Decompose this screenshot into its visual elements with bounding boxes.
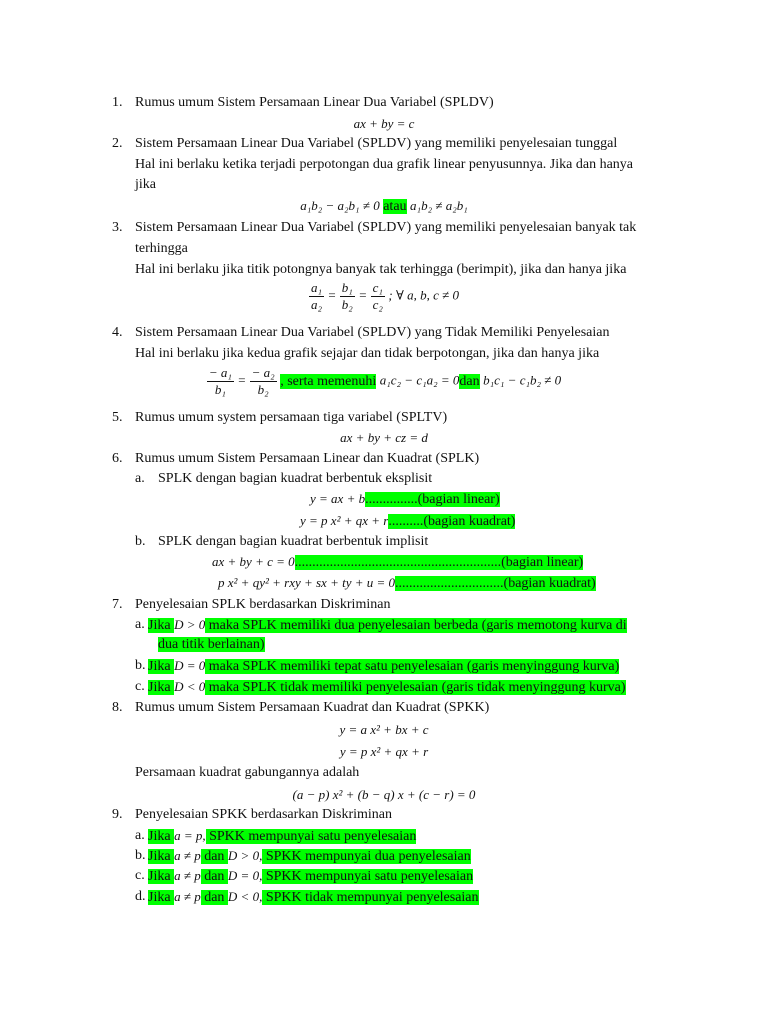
item-9-number: 9. — [112, 807, 123, 822]
fraction-neg-a2: $\frac{\text{− a₂}}{\text{b₂}}$ — [251, 365, 275, 397]
item-6b-formula-1: ax + by + c = 0...........................................................(bagian linear) — [212, 554, 584, 570]
highlight-bagian-linear-2: ...........................................................(bagian linear) — [294, 555, 584, 570]
item-6b-formula-2: p x² + qy² + rxy + sx + ty + u = 0...............................(bagian kuadrat) — [218, 575, 596, 591]
item-9a-text: Jika a = p, SPKK mempunyai satu penyelesaian — [148, 828, 417, 844]
item-5-title: Rumus umum system persamaan tiga variabel (SPLTV) — [135, 410, 448, 425]
formula-tail: ; ∀ a, b, c ≠ 0 — [388, 287, 459, 303]
item-4-line2: Hal ini berlaku jika kedua grafik sejajar dan tidak berpotongan, jika dan hanya jika — [135, 346, 600, 361]
highlight-bagian-kuadrat: ..........(bagian kuadrat) — [388, 514, 516, 529]
fraction-neg-a1: $\frac{\text{− a₁}}{\text{b₁}}$ — [208, 365, 232, 397]
item-9d-text: Jika a ≠ p dan D < 0, SPKK tidak mempunyai penyelesaian — [148, 889, 479, 905]
item-4-formula: $\frac{\text{− a₁}}{\text{b₁}}$ = $\frac{\text{− a₂}}{\text{b₂}}$ , serta memenuhi a₁c₂ − c₁a₂ = 0dan b₁c₁ − c₁b₂ ≠ 0 — [208, 365, 562, 397]
item-6a-formula-1: y = ax + b...............(bagian linear) — [310, 491, 500, 507]
item-7b-label: b. — [135, 658, 146, 673]
item-7a-label: a. — [135, 617, 145, 632]
item-2-formula — [0, 197, 768, 216]
item-8-formula-1: y = a x² + bx + c — [339, 722, 429, 737]
item-7b-text: Jika D = 0 maka SPLK memiliki tepat satu penyelesaian (garis menyinggung kurva) — [148, 658, 620, 674]
highlight-dan: dan — [459, 373, 480, 389]
highlight-bagian-linear: ...............(bagian linear) — [365, 492, 500, 507]
fraction-a: $\frac{\text{a₁}}{\text{a₂}}$ — [310, 280, 323, 312]
item-6b-text: SPLK dengan bagian kuadrat berbentuk implisit — [158, 534, 429, 549]
item-2-line3: jika — [135, 177, 156, 192]
item-1-formula: ax + by = c — [353, 116, 415, 131]
item-2-title: Sistem Persamaan Linear Dua Variabel (SPLDV) yang memiliki penyelesaian tunggal — [135, 136, 618, 151]
fraction-c: $\frac{\text{c₁}}{\text{c₂}}$ — [372, 280, 383, 312]
item-9c-text: Jika a ≠ p dan D = 0, SPKK mempunyai satu penyelesaian — [148, 868, 474, 884]
item-3-title: Sistem Persamaan Linear Dua Variabel (SPLDV) yang memiliki penyelesaian banyak tak — [135, 220, 637, 235]
item-2-number: 2. — [112, 136, 123, 151]
item-2-line2: Hal ini berlaku ketika terjadi perpotongan dua grafik linear penyusunnya. Jika dan hanya — [135, 157, 633, 172]
item-3-formula: $\frac{\text{a₁}}{\text{a₂}}$ = $\frac{\text{b₁}}{\text{b₂}}$ = $\frac{\text{c₁}}{\text{c₂}}$ ; ∀ a, b, c ≠ 0 — [310, 280, 459, 312]
item-8-formula-3: (a − p) x² + (b − q) x + (c − r) = 0 — [292, 787, 476, 802]
highlight-bagian-kuadrat-2: ...............................(bagian kuadrat) — [395, 576, 596, 591]
item-7c-text: Jika D < 0 maka SPLK tidak memiliki penyelesaian (garis tidak menyinggung kurva) — [148, 679, 626, 695]
item-8-number: 8. — [112, 700, 123, 715]
item-1-title: Rumus umum Sistem Persamaan Linear Dua Variabel (SPLDV) — [135, 95, 494, 110]
highlight-atau: atau — [383, 199, 407, 214]
item-9a-label: a. — [135, 828, 145, 843]
item-7c-label: c. — [135, 679, 145, 694]
highlight-serta-memenuhi: , serta memenuhi — [280, 373, 377, 389]
item-4-title: Sistem Persamaan Linear Dua Variabel (SPLDV) yang Tidak Memiliki Penyelesaian — [135, 325, 610, 340]
item-9d-label: d. — [135, 889, 146, 904]
formula-right: b₁c₁ − c₁b₂ ≠ 0 — [483, 372, 562, 388]
item-6a-label: a. — [135, 471, 145, 486]
item-9c-label: c. — [135, 868, 145, 883]
item-6-number: 6. — [112, 451, 123, 466]
item-3-line3: Hal ini berlaku jika titik potongnya banyak tak terhingga (berimpit), jika dan hanya jika — [135, 262, 627, 277]
item-7a-continuation: dua titik berlainan) — [158, 637, 265, 652]
item-1-number: 1. — [112, 95, 123, 110]
item-9-title: Penyelesaian SPKK berdasarkan Diskriminan — [135, 807, 392, 822]
item-5-number: 5. — [112, 410, 123, 425]
item-6-title: Rumus umum Sistem Persamaan Linear dan Kuadrat (SPLK) — [135, 451, 480, 466]
item-3-number: 3. — [112, 220, 123, 235]
item-9b-label: b. — [135, 848, 146, 863]
item-7a-text: Jika D > 0 maka SPLK memiliki dua penyelesaian berbeda (garis memotong kurva di — [148, 617, 627, 633]
item-5-formula: ax + by + cz = d — [340, 430, 428, 445]
item-6b-label: b. — [135, 534, 146, 549]
item-8-formula-2: y = p x² + qx + r — [339, 744, 429, 759]
fraction-b: $\frac{\text{b₁}}{\text{b₂}}$ — [341, 280, 353, 312]
item-6a-text: SPLK dengan bagian kuadrat berbentuk eksplisit — [158, 471, 433, 486]
item-3-line2: terhingga — [135, 241, 188, 256]
formula-mid: a₁c₂ − c₁a₂ = 0 — [379, 372, 460, 388]
item-9b-text: Jika a ≠ p dan D > 0, SPKK mempunyai dua penyelesaian — [148, 848, 471, 864]
item-8-title: Rumus umum Sistem Persamaan Kuadrat dan Kuadrat (SPKK) — [135, 700, 490, 715]
formula-left: a₁b₂ − a₂b₁ ≠ 0 — [300, 198, 380, 213]
item-8-line: Persamaan kuadrat gabungannya adalah — [135, 765, 360, 780]
item-7-number: 7. — [112, 597, 123, 612]
formula-right: a₁b₂ ≠ a₂b₁ — [410, 198, 468, 213]
item-4-number: 4. — [112, 325, 123, 340]
item-6a-formula-2: y = p x² + qx + r..........(bagian kuadrat) — [300, 513, 516, 529]
item-7-title: Penyelesaian SPLK berdasarkan Diskriminan — [135, 597, 391, 612]
